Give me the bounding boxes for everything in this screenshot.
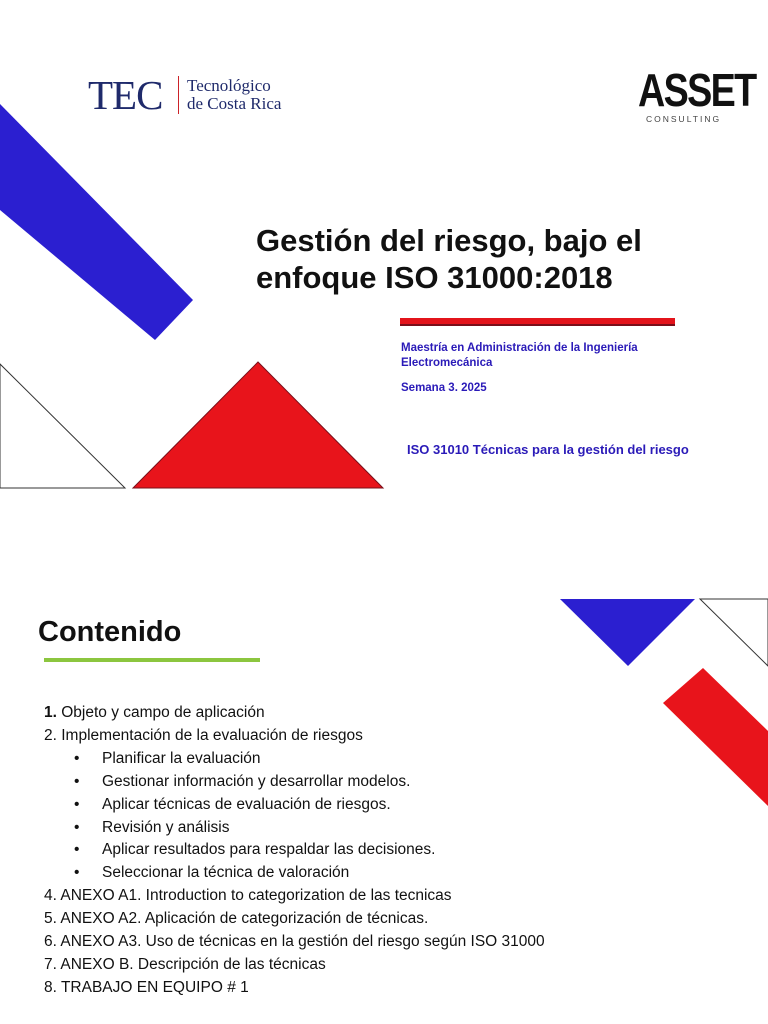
item-number: 6. bbox=[44, 933, 57, 951]
item-text: Implementación de la evaluación de riesgos bbox=[61, 726, 363, 744]
blue-triangle bbox=[560, 599, 695, 666]
tec-logo bbox=[88, 72, 298, 118]
contents-slide bbox=[0, 568, 768, 1024]
item-text: ANEXO A1. Introduction to categorization de las tecnicas bbox=[60, 887, 452, 905]
item-text: Seleccionar la técnica de valoración bbox=[102, 864, 350, 882]
contents-list bbox=[44, 702, 684, 1000]
list-subitem bbox=[44, 817, 684, 840]
list-item bbox=[44, 931, 684, 954]
list-item bbox=[44, 702, 684, 725]
program-name bbox=[401, 341, 721, 371]
white-triangle-corner bbox=[700, 599, 768, 666]
program-name-line2: Electromecánica bbox=[401, 357, 493, 369]
list-subitem bbox=[44, 839, 684, 862]
item-text: Gestionar información y desarrollar modelos. bbox=[102, 772, 411, 790]
asset-logo-mark: ASSET bbox=[638, 64, 756, 116]
title-underline bbox=[400, 318, 675, 326]
item-text: TRABAJO EN EQUIPO # 1 bbox=[60, 978, 249, 996]
tec-logo-line1: Tecnológico bbox=[187, 76, 271, 95]
bullet-icon: • bbox=[74, 818, 80, 836]
asset-logo bbox=[638, 64, 756, 126]
item-number: 4. bbox=[44, 887, 57, 905]
bullet-icon: • bbox=[74, 772, 80, 790]
week-label: Semana 3. 2025 bbox=[401, 382, 487, 394]
red-triangle bbox=[133, 362, 383, 488]
item-text: Aplicar técnicas de evaluación de riesgos. bbox=[102, 795, 391, 813]
item-number: 7. bbox=[44, 955, 57, 973]
item-text: Revisión y análisis bbox=[102, 818, 230, 836]
contents-heading: Contenido bbox=[38, 616, 182, 648]
topic-label: ISO 31010 Técnicas para la gestión del riesgo bbox=[407, 442, 689, 457]
item-text: ANEXO B. Descripción de las técnicas bbox=[60, 955, 326, 973]
tec-logo-name bbox=[187, 77, 281, 113]
item-number: 5. bbox=[44, 910, 57, 928]
list-subitem bbox=[44, 771, 684, 794]
item-number: 2. bbox=[44, 726, 57, 744]
list-item bbox=[44, 977, 684, 1000]
tec-logo-line2: de Costa Rica bbox=[187, 94, 282, 113]
item-text: Objeto y campo de aplicación bbox=[61, 704, 265, 721]
list-item bbox=[44, 954, 684, 977]
slide-title-line1: Gestión del riesgo, bajo el bbox=[256, 223, 642, 258]
white-triangle bbox=[0, 364, 125, 488]
list-subitem bbox=[44, 748, 684, 771]
list-item bbox=[44, 725, 684, 748]
slide-title bbox=[256, 222, 736, 296]
asset-logo-sub: CONSULTING bbox=[646, 114, 722, 124]
tec-logo-mark: TEC bbox=[88, 72, 163, 118]
bullet-icon: • bbox=[74, 795, 80, 813]
list-subitem bbox=[44, 862, 684, 885]
item-number: 1. bbox=[44, 704, 57, 721]
list-subitem bbox=[44, 794, 684, 817]
bullet-icon: • bbox=[74, 841, 80, 859]
bullet-icon: • bbox=[74, 864, 80, 882]
list-item bbox=[44, 885, 684, 908]
list-item bbox=[44, 908, 684, 931]
program-name-line1: Maestría en Administración de la Ingeniería bbox=[401, 342, 638, 354]
heading-underline bbox=[44, 658, 260, 662]
item-text: Aplicar resultados para respaldar las decisiones. bbox=[102, 841, 436, 859]
item-number: 8. bbox=[44, 978, 57, 996]
slide-title-line2: enfoque ISO 31000:2018 bbox=[256, 260, 613, 295]
tec-logo-divider bbox=[178, 76, 179, 114]
blue-diagonal-band bbox=[0, 104, 193, 340]
bullet-icon: • bbox=[74, 749, 80, 767]
item-text: ANEXO A2. Aplicación de categorización de técnicas. bbox=[60, 910, 429, 928]
item-text: Planificar la evaluación bbox=[102, 749, 261, 767]
item-text: ANEXO A3. Uso de técnicas en la gestión del riesgo según ISO 31000 bbox=[60, 933, 545, 951]
